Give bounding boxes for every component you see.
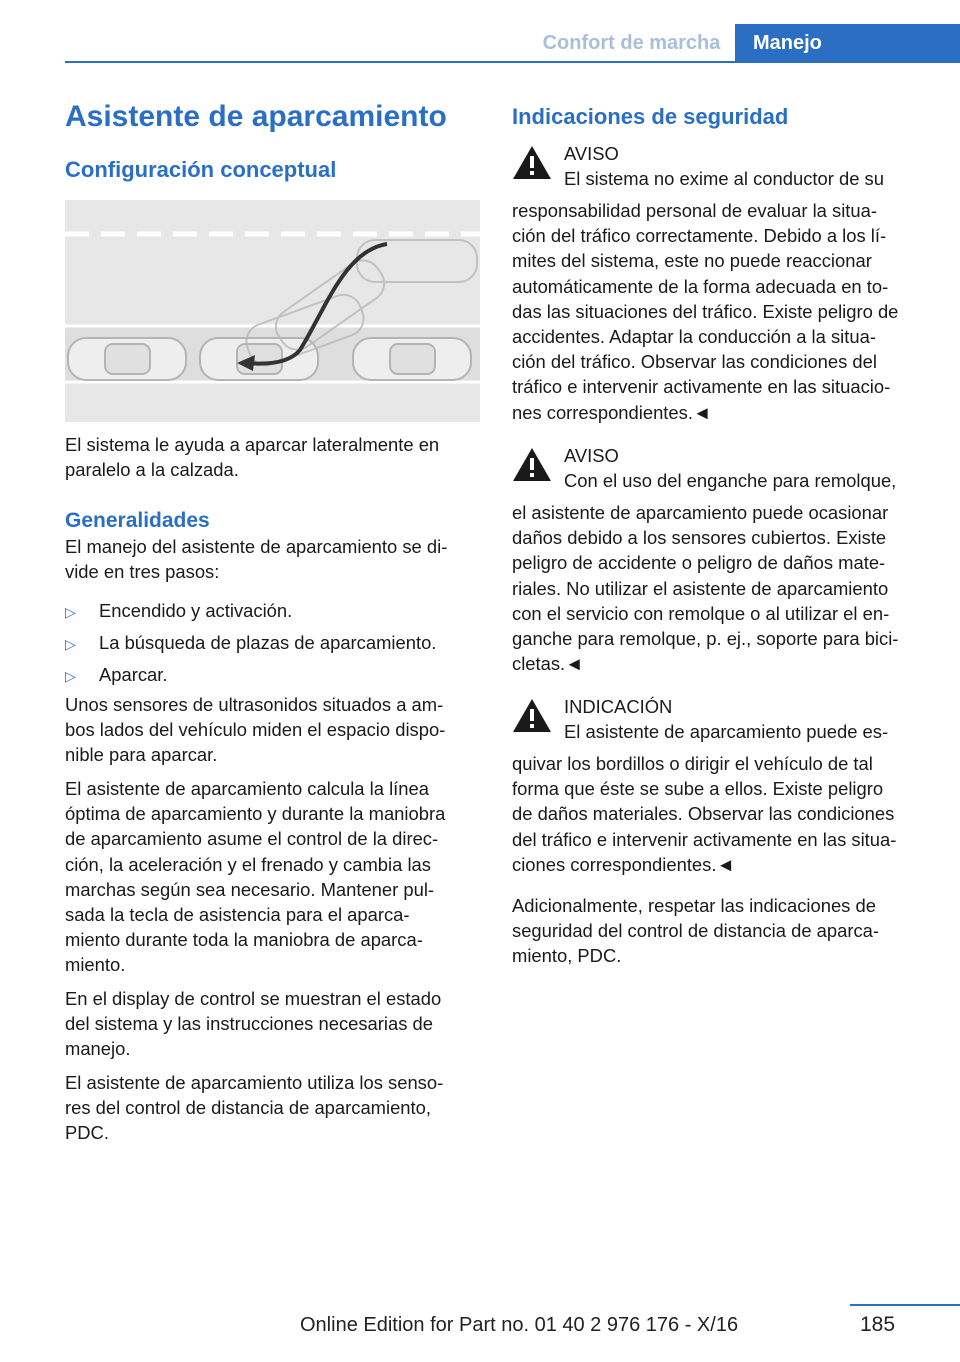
step-text: Encendido y activación.: [99, 600, 293, 621]
text-line: ción, la aceleración y el frenado y cambia las: [65, 853, 431, 875]
text-line: riales. No utilizar el asistente de aparcamiento: [512, 577, 889, 599]
safety-section: [512, 104, 942, 130]
text-line: das las situaciones del tráfico. Existe peligro de: [512, 300, 899, 322]
text-line: miento durante toda la maniobra de aparca-: [65, 929, 423, 951]
text-line: Unos sensores de ultrasonidos situados a am-: [65, 694, 444, 715]
text-line: miento, PDC.: [512, 945, 622, 967]
header-chapter-tab: Manejo: [735, 24, 960, 62]
step-item: [65, 662, 168, 689]
generalidades-intro-2: vide en tres pasos:: [65, 561, 220, 583]
text-line: El asistente de aparcamiento utiliza los senso-: [65, 1072, 444, 1093]
text-line: ción del tráfico correctamente. Debido a los lí-: [512, 225, 887, 247]
warning-first-line: El sistema no exime al conductor de su: [564, 168, 884, 190]
warning-1-head: [564, 141, 944, 191]
text-line: seguridad del control de distancia de aparca-: [512, 920, 880, 942]
warning-triangle-icon: [512, 446, 552, 482]
page-number: 185: [860, 1313, 896, 1336]
warning-triangle-icon: [512, 697, 552, 733]
header-rule: [65, 61, 960, 63]
text-line: cletas.◄: [512, 653, 584, 675]
text-line: nes correspondientes.◄: [512, 401, 712, 423]
warning-3-head: [564, 694, 944, 744]
text-line: de aparcamiento asume el control de la direc-: [65, 828, 439, 850]
text-line: ciones correspondientes.◄: [512, 853, 735, 875]
warning-2-body: [512, 500, 942, 676]
text-line: sada la tecla de asistencia para el aparca-: [65, 904, 410, 926]
closing-paragraph: [512, 893, 942, 969]
text-line: daños debido a los sensores cubiertos. Existe: [512, 527, 887, 549]
bullet-triangle-icon: ▷: [65, 668, 76, 684]
text-line: marchas según sea necesario. Mantener pul-: [65, 878, 435, 900]
paragraph-display: [65, 986, 483, 1062]
step-item: [65, 630, 436, 657]
text-line: responsabilidad personal de evaluar la situa-: [512, 200, 877, 221]
text-line: tráfico e intervenir activamente en las situacio-: [512, 376, 891, 398]
text-line: el asistente de aparcamiento puede ocasionar: [512, 502, 889, 523]
paragraph-sensors: [65, 692, 483, 768]
safety-heading: Indicaciones de seguridad: [512, 104, 789, 129]
text-line: del sistema y las instrucciones necesarias de: [65, 1013, 433, 1035]
text-line: En el display de control se muestran el estado: [65, 988, 442, 1009]
text-line: con el servicio con remolque o al utilizar el en-: [512, 602, 890, 624]
text-line: ganche para remolque, p. ej., soporte para bici-: [512, 628, 899, 650]
warning-first-line: Con el uso del enganche para remolque,: [564, 470, 897, 492]
footer-rule: [850, 1304, 960, 1306]
text-line: nible para aparcar.: [65, 744, 218, 766]
figure-caption: [65, 432, 483, 482]
warning-1-body: [512, 198, 942, 425]
text-line: óptima de aparcamiento y durante la maniobra: [65, 803, 446, 825]
text-line: del tráfico e intervenir activamente en las situa-: [512, 828, 897, 850]
parking-diagram: [65, 200, 480, 422]
caption-line-1: El sistema le ayuda a aparcar lateralmente en: [65, 434, 440, 455]
text-line: automáticamente de la forma adecuada en to-: [512, 275, 889, 297]
text-line: miento.: [65, 954, 126, 976]
warning-label: AVISO: [564, 143, 619, 164]
generalidades-intro-1: El manejo del asistente de aparcamiento se di-: [65, 536, 448, 557]
text-line: peligro de accidente o peligro de daños mate-: [512, 552, 886, 574]
text-line: Adicionalmente, respetar las indicaciones de: [512, 895, 876, 916]
warning-label: INDICACIÓN: [564, 696, 673, 717]
text-line: manejo.: [65, 1038, 131, 1060]
paragraph-pdc: [65, 1070, 483, 1146]
step-text: Aparcar.: [99, 664, 168, 685]
parking-diagram-figure: [65, 200, 480, 422]
warning-2-head: [564, 443, 944, 493]
step-item: [65, 598, 292, 625]
section-subtitle: Configuración conceptual: [65, 157, 337, 182]
text-line: res del control de distancia de aparcamiento,: [65, 1097, 431, 1119]
text-line: quivar los bordillos o dirigir el vehículo de tal: [512, 753, 873, 774]
generalidades-section: [65, 508, 483, 584]
caption-line-2: paralelo a la calzada.: [65, 459, 239, 481]
header-section-label: Confort de marcha: [528, 24, 735, 62]
text-line: PDC.: [65, 1122, 109, 1144]
text-line: de daños materiales. Observar las condiciones: [512, 803, 895, 825]
warning-first-line: El asistente de aparcamiento puede es-: [564, 721, 889, 743]
text-line: ción del tráfico. Observar las condiciones del: [512, 351, 877, 373]
warning-3-body: [512, 751, 942, 877]
footer-edition: Online Edition for Part no. 01 40 2 976 176 - X/16: [300, 1314, 739, 1336]
paragraph-maneuver: [65, 776, 483, 978]
generalidades-heading: Generalidades: [65, 509, 210, 532]
page-title: Asistente de aparcamiento: [65, 100, 447, 133]
text-line: forma que éste se sube a ellos. Existe peligro: [512, 778, 884, 800]
text-line: El asistente de aparcamiento calcula la línea: [65, 778, 429, 799]
step-text: La búsqueda de plazas de aparcamiento.: [99, 632, 437, 653]
text-line: bos lados del vehículo miden el espacio dispo-: [65, 719, 446, 741]
warning-triangle-icon: [512, 144, 552, 180]
bullet-triangle-icon: ▷: [65, 604, 76, 620]
bullet-triangle-icon: ▷: [65, 636, 76, 652]
warning-label: AVISO: [564, 445, 619, 466]
text-line: accidentes. Adaptar la conducción a la situa-: [512, 326, 876, 348]
text-line: mites del sistema, este no puede reaccionar: [512, 250, 872, 272]
